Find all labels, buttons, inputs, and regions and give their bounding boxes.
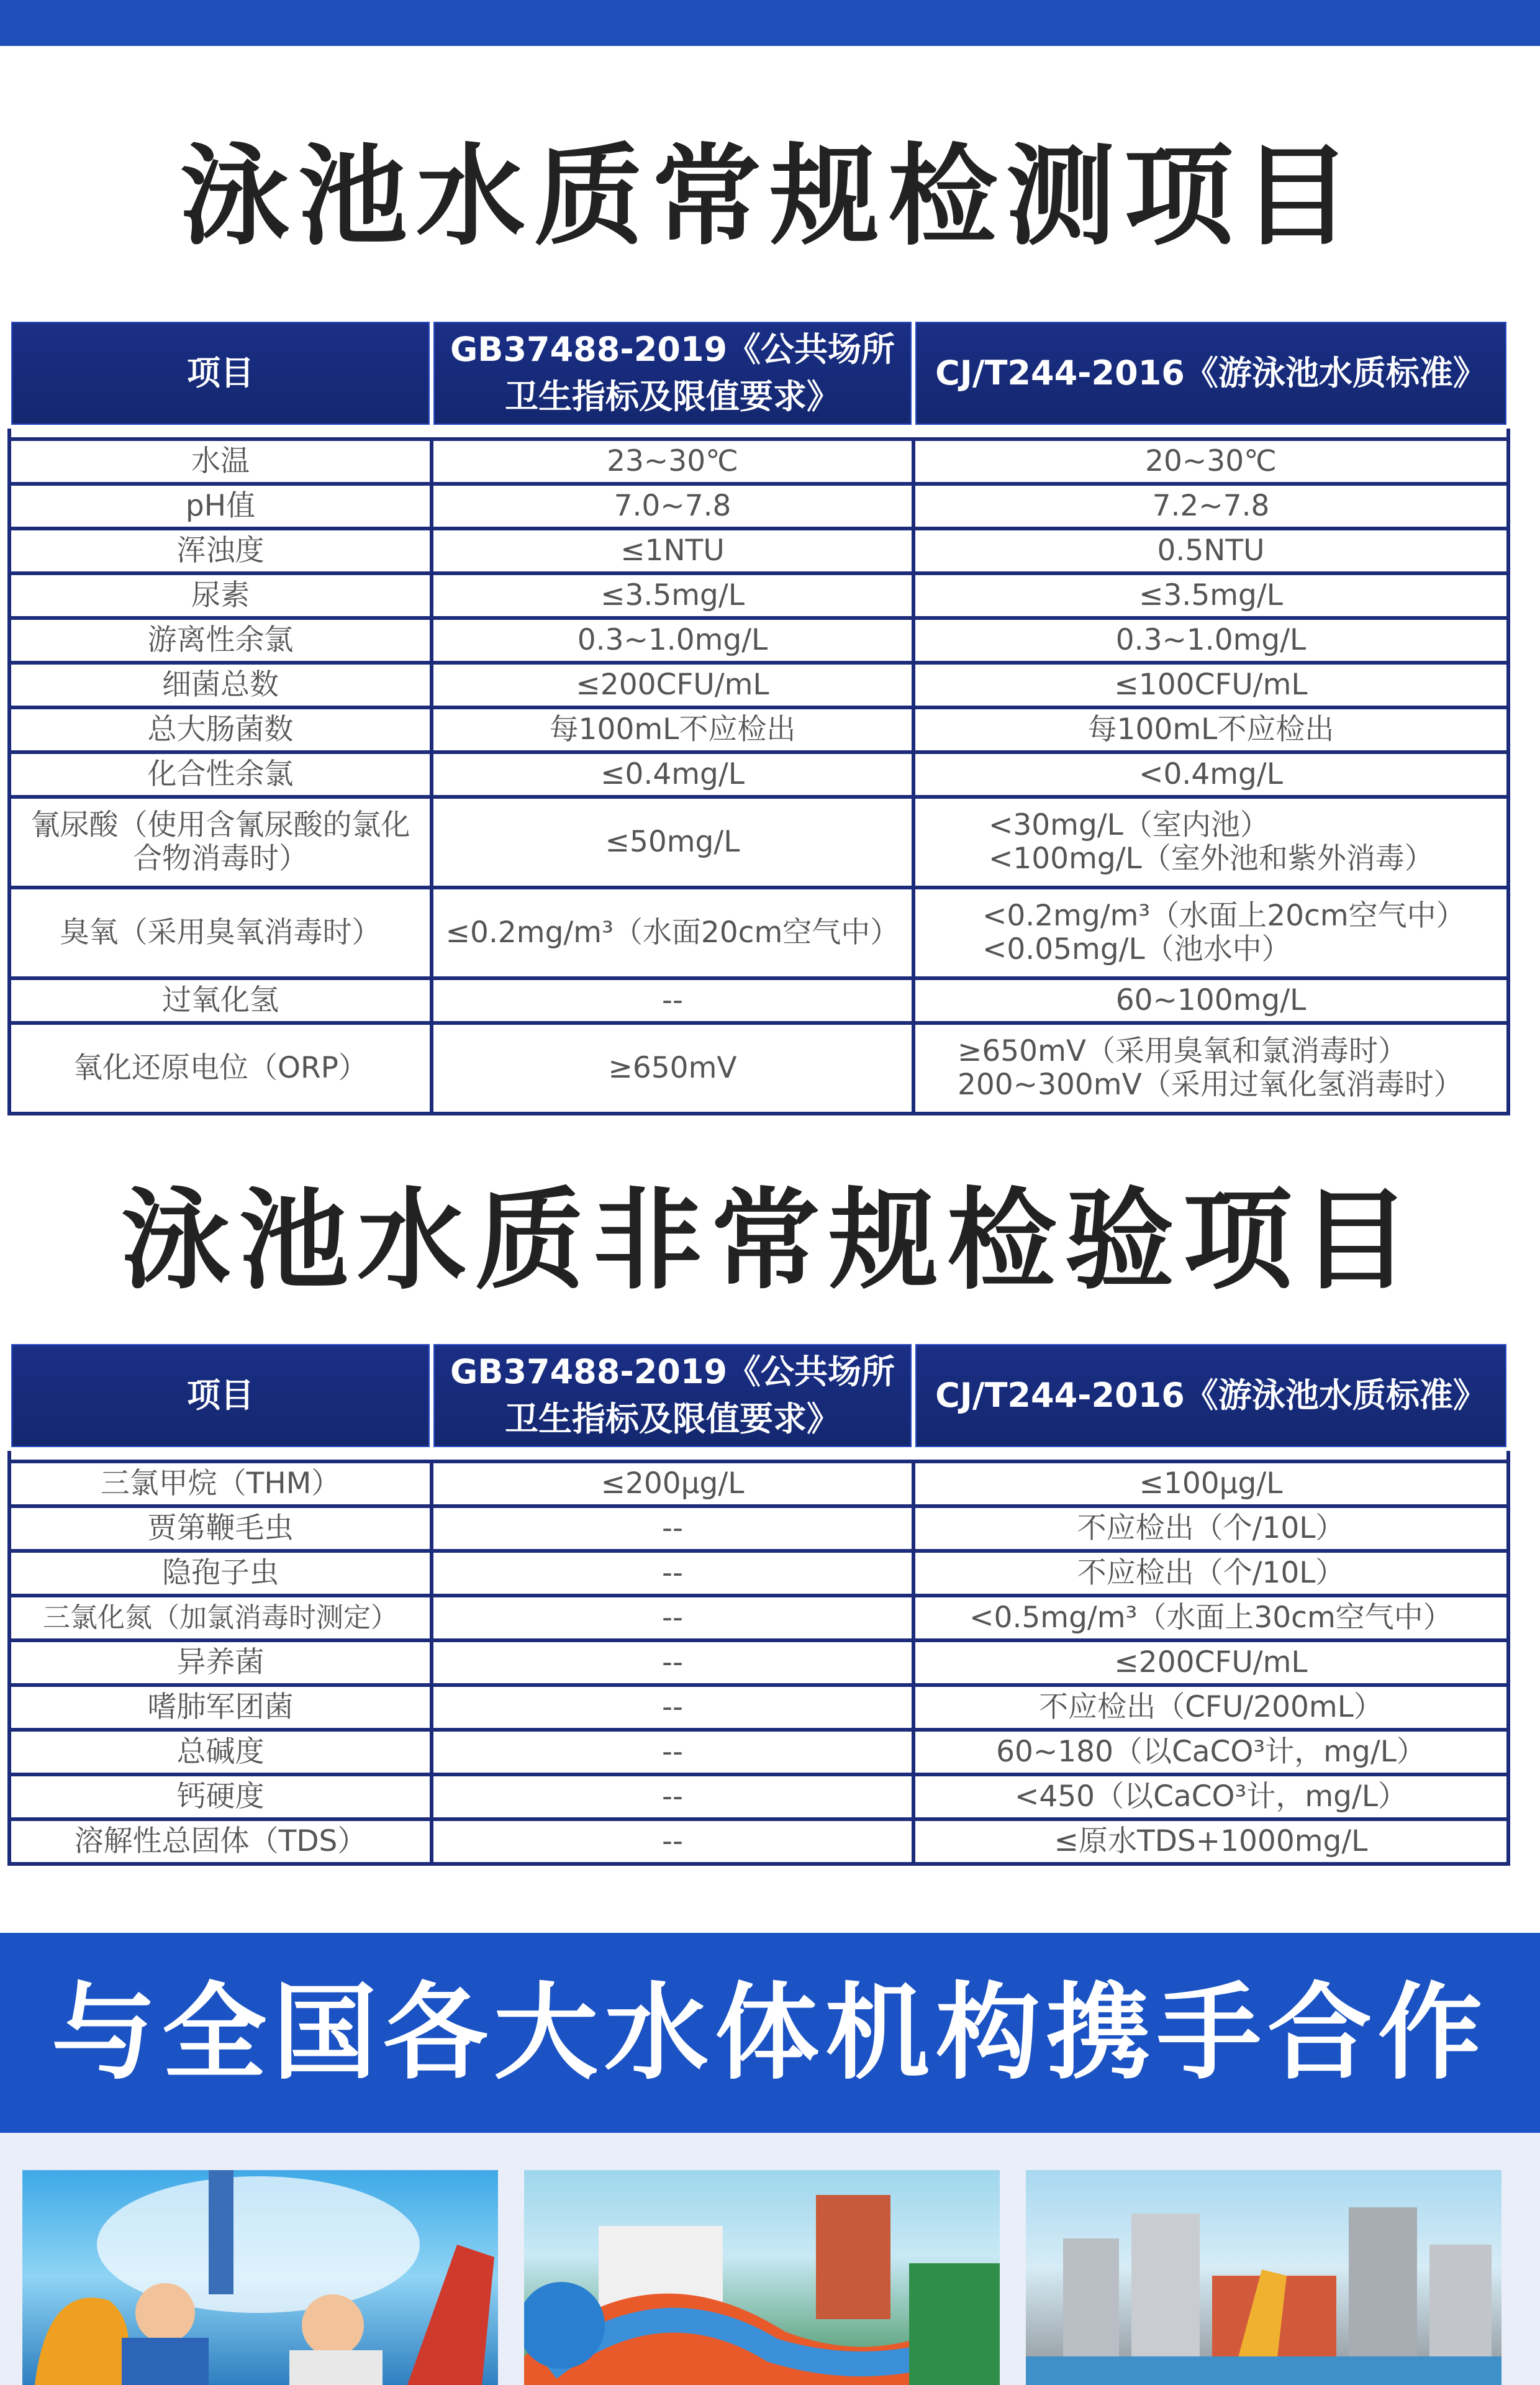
row-item: 过氧化氢	[9, 978, 432, 1023]
table-row	[9, 1730, 1508, 1774]
top-accent-bar	[0, 0, 1540, 46]
row-gb-value: ≤0.2mg/m³（水面20cm空气中）	[432, 888, 913, 978]
row-gb-value: 23~30℃	[432, 439, 913, 484]
slides-photo-art	[524, 2170, 1000, 2385]
row-cj-value: 不应检出（个/10L）	[913, 1551, 1508, 1596]
table-row	[9, 484, 1508, 529]
splash-photo-art	[22, 2170, 498, 2385]
waterpark-photo-city	[1026, 2170, 1502, 2385]
table-row	[9, 1551, 1508, 1596]
table-row	[9, 1596, 1508, 1640]
row-cj-value: 不应检出（CFU/200mL）	[913, 1685, 1508, 1730]
row-gb-value: --	[432, 1596, 913, 1640]
table-row	[9, 1640, 1508, 1685]
row-cj-value: 不应检出（个/10L）	[913, 1506, 1508, 1551]
row-gb-value: --	[432, 1640, 913, 1685]
table-row	[9, 1461, 1508, 1506]
table-row	[9, 978, 1508, 1023]
row-gb-value: --	[432, 1685, 913, 1730]
city-photo-art	[1026, 2170, 1502, 2385]
table-row	[9, 1819, 1508, 1864]
row-gb-value: ≤3.5mg/L	[432, 573, 913, 618]
row-gb-value: --	[432, 1774, 913, 1819]
header-cj-standard: CJ/T244-2016《游泳池水质标准》	[913, 1342, 1508, 1449]
row-item: 水温	[9, 439, 432, 484]
header-gb-text: GB37488-2019《公共场所卫生指标及限值要求》	[450, 1352, 895, 1438]
header-gb-standard	[432, 1342, 913, 1449]
table-row	[9, 707, 1508, 752]
waterpark-photo-splash	[22, 2170, 498, 2385]
row-item: 臭氧（采用臭氧消毒时）	[9, 888, 432, 978]
row-cj-value: 60~180（以CaCO³计，mg/L）	[913, 1730, 1508, 1774]
table-header-row	[9, 1342, 1508, 1449]
section-title-non-routine: 泳池水质非常规检验项目	[120, 1177, 1419, 1304]
row-item: 尿素	[9, 573, 432, 618]
row-item: 细菌总数	[9, 663, 432, 707]
table-row	[9, 797, 1508, 888]
row-cj-value: <450（以CaCO³计，mg/L）	[913, 1774, 1508, 1819]
row-cj-value: ≤原水TDS+1000mg/L	[913, 1819, 1508, 1864]
table-row	[9, 1774, 1508, 1819]
row-cj-line2: 200~300mV（采用过氧化氢消毒时）	[958, 1068, 1463, 1102]
row-item: 化合性余氯	[9, 752, 432, 797]
row-item: 三氯化氮（加氯消毒时测定）	[9, 1596, 432, 1640]
row-gb-value: --	[432, 1819, 913, 1864]
row-cj-value: 每100mL不应检出	[913, 707, 1508, 752]
row-cj-value: 7.2~7.8	[913, 484, 1508, 529]
row-cj-value	[913, 1023, 1508, 1114]
table-row	[9, 439, 1508, 484]
table-row	[9, 529, 1508, 573]
row-item: pH值	[9, 484, 432, 529]
row-gb-value: --	[432, 978, 913, 1023]
row-cj-value: 20~30℃	[913, 439, 1508, 484]
row-cj-value: <0.5mg/m³（水面上30cm空气中）	[913, 1596, 1508, 1640]
row-item: 游离性余氯	[9, 618, 432, 663]
row-item: 总大肠菌数	[9, 707, 432, 752]
row-item: 三氯甲烷（THM）	[9, 1461, 432, 1506]
row-gb-value: ≤0.4mg/L	[432, 752, 913, 797]
row-cj-line1: <0.2mg/m³（水面上20cm空气中）	[982, 899, 1465, 933]
row-gb-value: --	[432, 1506, 913, 1551]
table-row	[9, 618, 1508, 663]
row-item: 隐孢子虫	[9, 1551, 432, 1596]
table-row	[9, 1506, 1508, 1551]
row-cj-line2: <0.05mg/L（池水中）	[982, 932, 1291, 966]
row-item: 氧化还原电位（ORP）	[9, 1023, 432, 1114]
cooperation-banner-text: 与全国各大水体机构携手合作	[52, 1972, 1488, 2094]
table-row	[9, 573, 1508, 618]
row-cj-value	[913, 797, 1508, 888]
row-cj-line2: <100mg/L（室外池和紫外消毒）	[989, 842, 1434, 876]
header-gb-standard	[432, 320, 913, 427]
table-row	[9, 1023, 1508, 1114]
row-cj-value	[913, 888, 1508, 978]
row-gb-value: ≤50mg/L	[432, 797, 913, 888]
row-cj-value: 0.3~1.0mg/L	[913, 618, 1508, 663]
row-cj-value: ≤200CFU/mL	[913, 1640, 1508, 1685]
row-item: 溶解性总固体（TDS）	[9, 1819, 432, 1864]
row-gb-value: ≤200μg/L	[432, 1461, 913, 1506]
non-routine-test-table	[7, 1340, 1510, 1866]
row-gb-value: 每100mL不应检出	[432, 707, 913, 752]
row-gb-value: 0.3~1.0mg/L	[432, 618, 913, 663]
table-row	[9, 1685, 1508, 1730]
row-item: 贾第鞭毛虫	[9, 1506, 432, 1551]
row-cj-value: 0.5NTU	[913, 529, 1508, 573]
table-row	[9, 752, 1508, 797]
row-item: 总碱度	[9, 1730, 432, 1774]
row-cj-value: ≤3.5mg/L	[913, 573, 1508, 618]
routine-test-table	[7, 318, 1510, 1115]
row-gb-value: --	[432, 1551, 913, 1596]
row-item: 浑浊度	[9, 529, 432, 573]
row-item: 钙硬度	[9, 1774, 432, 1819]
row-gb-value: 7.0~7.8	[432, 484, 913, 529]
row-gb-value: ≤200CFU/mL	[432, 663, 913, 707]
row-cj-value: 60~100mg/L	[913, 978, 1508, 1023]
table-row	[9, 888, 1508, 978]
header-cj-standard: CJ/T244-2016《游泳池水质标准》	[913, 320, 1508, 427]
row-cj-value: ≤100CFU/mL	[913, 663, 1508, 707]
header-item: 项目	[9, 1342, 432, 1449]
row-item: 嗜肺军团菌	[9, 1685, 432, 1730]
row-gb-value: ≥650mV	[432, 1023, 913, 1114]
header-item: 项目	[9, 320, 432, 427]
row-cj-line1: ≥650mV（采用臭氧和氯消毒时）	[958, 1034, 1408, 1068]
header-gb-text: GB37488-2019《公共场所卫生指标及限值要求》	[450, 330, 895, 416]
section-title-routine: 泳池水质常规检测项目	[179, 133, 1360, 260]
row-item: 氰尿酸（使用含氰尿酸的氯化合物消毒时）	[9, 797, 432, 888]
row-gb-value: --	[432, 1730, 913, 1774]
table-row	[9, 663, 1508, 707]
table-header-row	[9, 320, 1508, 427]
row-cj-value: ≤100μg/L	[913, 1461, 1508, 1506]
row-cj-value: <0.4mg/L	[913, 752, 1508, 797]
row-cj-line1: <30mg/L（室内池）	[989, 808, 1269, 842]
row-item: 异养菌	[9, 1640, 432, 1685]
row-gb-value: ≤1NTU	[432, 529, 913, 573]
waterpark-photo-slides	[524, 2170, 1000, 2385]
